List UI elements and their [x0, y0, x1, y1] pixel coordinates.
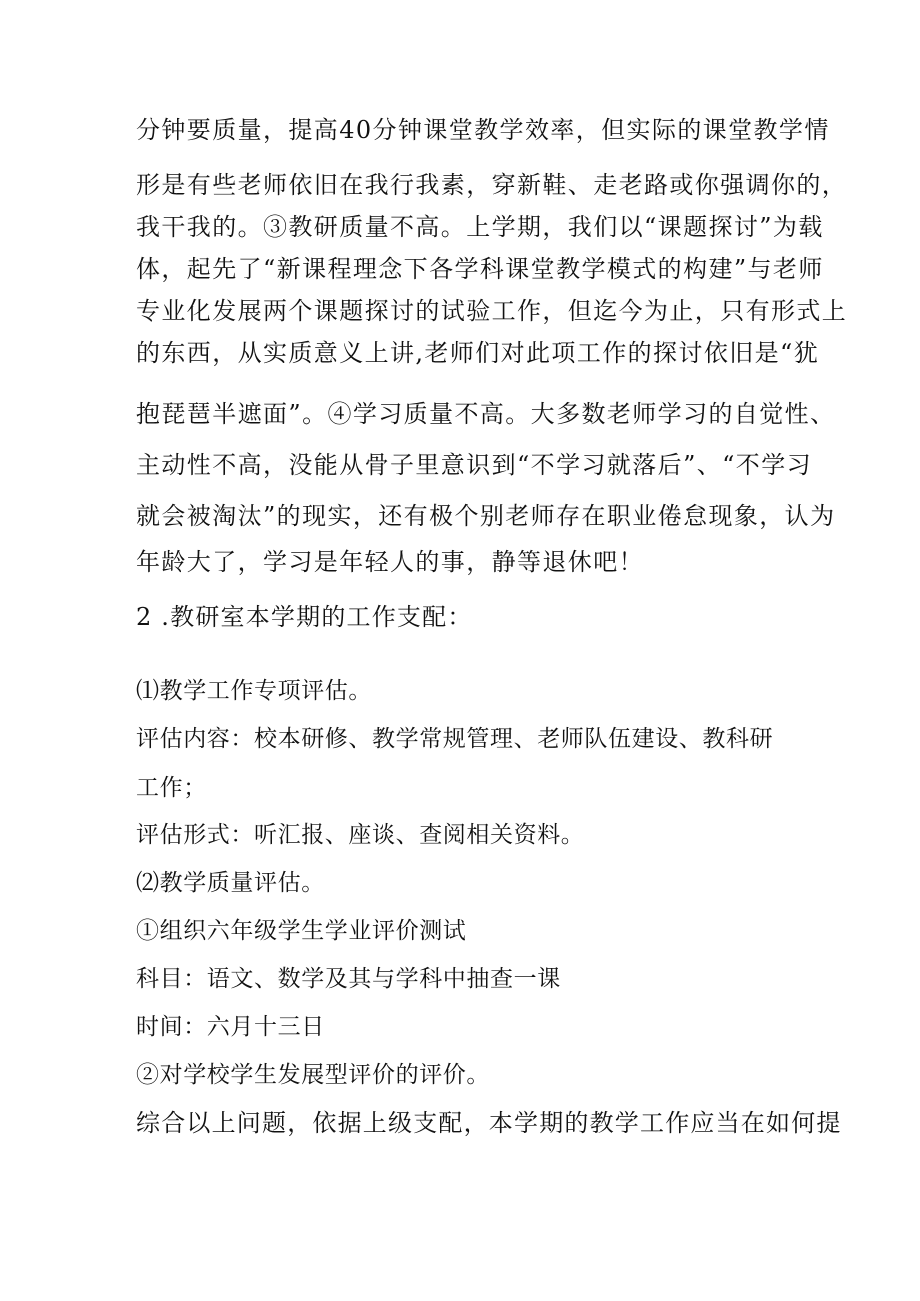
- section-heading: 2 .教研室本学期的工作支配：: [136, 603, 473, 631]
- paragraph-line: 的东西，从实质意义上讲,老师们对此项工作的探讨依旧是“犹: [136, 339, 820, 367]
- paragraph-line: 专业化发展两个课题探讨的试验工作，但迄今为止，只有形式上: [136, 297, 848, 325]
- paragraph-line: 形是有些老师依旧在我行我素，穿新鞋、走老路或你强调你的，: [136, 171, 848, 199]
- paragraph-line: 分钟要质量，提高40分钟课堂教学效率，但实际的课堂教学情: [136, 116, 830, 144]
- list-line: ⑴教学工作专项评估。: [136, 678, 372, 704]
- paragraph-line: 体，起先了“新课程理念下各学科课堂教学模式的构建”与老师: [136, 255, 824, 283]
- closing-line: 综合以上问题，依据上级支配，本学期的教学工作应当在如何提: [136, 1109, 842, 1137]
- list-line: ⑵教学质量评估。: [136, 870, 325, 896]
- paragraph-line: 主动性不高，没能从骨子里意识到“不学习就落后”、“不学习: [136, 451, 813, 479]
- paragraph-line: 就会被淘汰”的现实，还有极个别老师存在职业倦怠现象，认为: [136, 502, 836, 530]
- list-line: 时间：六月十三日: [136, 1014, 325, 1040]
- list-line: 评估内容：校本研修、教学常规管理、老师队伍建设、教科研: [136, 726, 774, 752]
- paragraph-line: 抱琵琶半遮面”。④学习质量不高。大多数老师学习的自觉性、: [136, 400, 836, 428]
- list-line: 工作；: [136, 775, 207, 801]
- list-line: ①组织六年级学生学业评价测试: [136, 918, 467, 944]
- list-line: 科目：语文、数学及其与学科中抽查一课: [136, 966, 561, 992]
- paragraph-line: 我干我的。③教研质量不高。上学期，我们以“课题探讨”为载: [136, 213, 824, 241]
- list-line: 评估形式：听汇报、座谈、查阅相关资料。: [136, 822, 585, 848]
- paragraph-line: 年龄大了，学习是年轻人的事，静等退休吧！: [136, 548, 644, 576]
- list-line: ②对学校学生发展型评价的评价。: [136, 1062, 490, 1088]
